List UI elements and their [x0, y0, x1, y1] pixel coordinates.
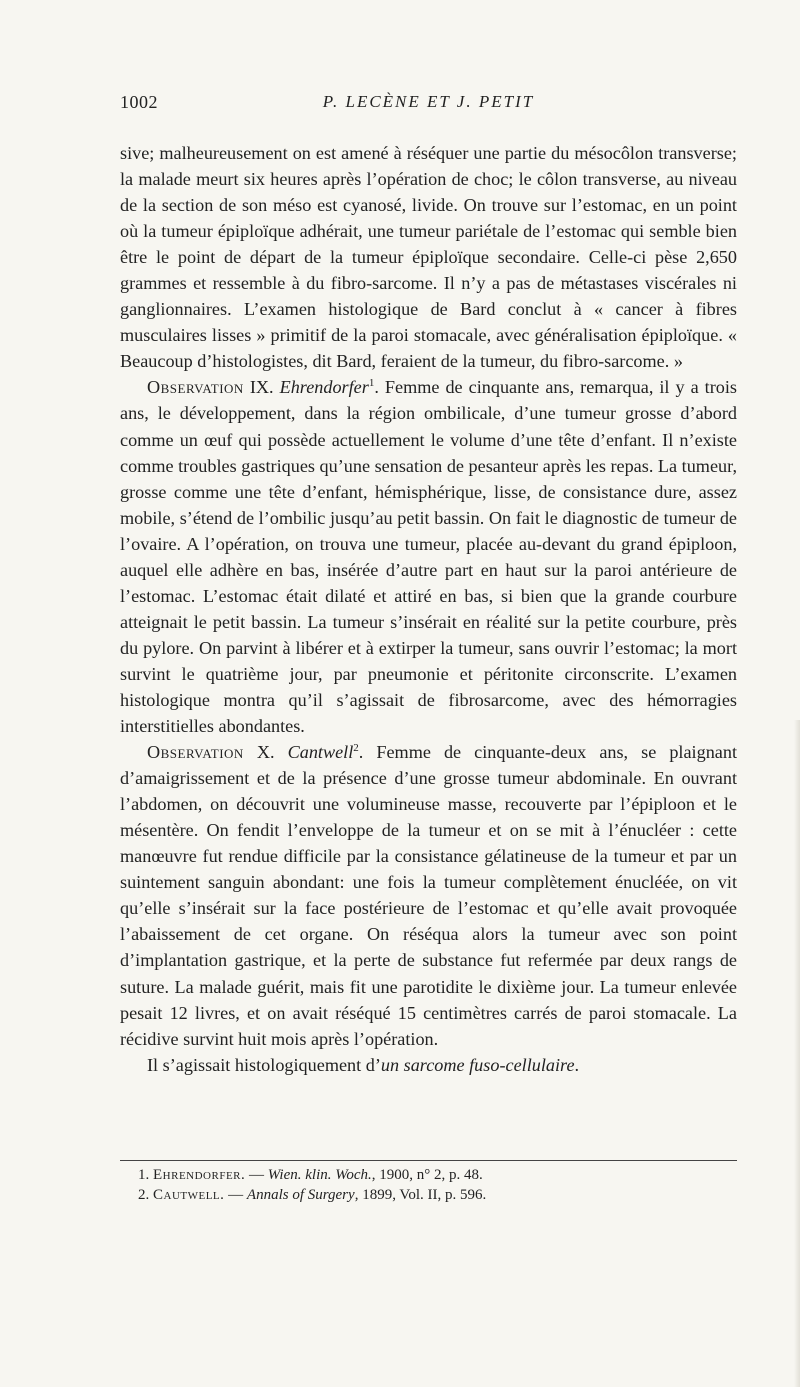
- italic-phrase: un sarcome fuso-cellulaire: [380, 1054, 575, 1075]
- footnote-details: , 1899, Vol. II, p. 596.: [354, 1187, 487, 1203]
- footnote-author: Cautwell.: [153, 1187, 225, 1203]
- observation-label: Observation: [147, 377, 244, 398]
- footnote-dash: —: [224, 1187, 247, 1203]
- observation-author: Ehrendorfer: [279, 377, 369, 398]
- footnotes: [138, 1165, 738, 1205]
- footnote-dash: —: [245, 1167, 268, 1183]
- page-edge-shadow: [794, 720, 800, 1387]
- footnote-1: [138, 1165, 738, 1185]
- observation-ix: [120, 374, 737, 739]
- page-header: [120, 92, 737, 116]
- footnote-details: , 1900, n° 2, p. 48.: [371, 1167, 483, 1183]
- running-title: P. LECÈNE ET J. PETIT: [322, 92, 535, 111]
- paragraph-text: .: [574, 1054, 580, 1075]
- footnote-rule: [120, 1160, 737, 1161]
- paragraph-text: . Femme de cinquante-deux ans, se plaignant d’amaigrissement et de la présence d’une grosse tumeur abdominale. En ouvrant l’abdomen, on découvrit une volumineuse masse, recouverte par l’épiploon et le mésentère. On fendit l’enveloppe de la tumeur et on se mit à l’énucléer : cette manœuvre fut rendue difficile par la consistance gélatineuse de la tumeur et par un suintement sanguin abondant: une fois la tumeur complètement énucléée, on vit qu’elle s’insérait sur la face postérieure de l’estomac et qu’elle avait provoquée l’abaissement de cet organe. On réséqua alors la tumeur avec son point d’implantation gastrique, et la perte de substance fut refermée par deux rangs de suture. La malade guérit, mais fit une parotidite le dixième jour. La tumeur enlevée pesait 12 livres, et on avait réséqué 15 centimètres carrés de paroi stomacale. La récidive survint huit mois après l’opération.: [120, 742, 738, 1049]
- observation-number: IX.: [249, 377, 274, 398]
- observation-x: [120, 739, 737, 1052]
- observation-number: X.: [256, 742, 275, 763]
- footnote-number: 1.: [138, 1167, 150, 1183]
- footnote-source: Wien. klin. Woch.: [267, 1167, 372, 1183]
- observation-label: Observation: [147, 742, 244, 763]
- paragraph-text: sive; malheureusement on est amené à réséquer une partie du mésocôlon transverse; la malade meurt six heures après l’opération de choc; le côlon transverse, au niveau de la section de son méso est cyanosé, livide. On trouve sur l’estomac, en un point où la tumeur épiploïque adhérait, une tumeur pariétale de l’estomac qui semble bien être le point de départ de la tumeur épiploïque secondaire. Celle-ci pèse 2,650 grammes et ressemble à du fibro-sarcome. Il n’y a pas de métastases viscérales ni ganglionnaires. L’examen histologique de Bard conclut à « cancer à fibres musculaires lisses » primitif de la paroi stomacale, avec généralisation épiploïque. « Beaucoup d’histologistes, dit Bard, feraient de la tumeur, du fibro-sarcome. »: [120, 143, 737, 372]
- footnote-ref: 2: [353, 742, 359, 755]
- observation-author: Cantwell: [287, 742, 354, 763]
- paragraph-continuation: [120, 140, 737, 374]
- body-text: [120, 140, 737, 1078]
- footnote-author: Ehrendorfer.: [153, 1167, 246, 1183]
- footnote-2: [138, 1185, 738, 1205]
- footnote-source: Annals of Surgery: [246, 1187, 355, 1203]
- paragraph-text: . Femme de cinquante ans, remarqua, il y a trois ans, le développement, dans la région ombilicale, d’une tumeur grosse d’abord comme un œuf qui possède actuellement le volume d’une tête d’enfant. Il n’existe comme troubles gastriques qu’une sensation de pesanteur après les repas. La tumeur, grosse comme une tête d’enfant, hémisphérique, lisse, de consistance dure, assez mobile, s’étend de l’ombilic jusqu’au petit bassin. On fait le diagnostic de tumeur de l’ovaire. A l’opération, on trouva une tumeur, placée au-devant du grand épiploon, auquel elle adhère en bas, insérée d’autre part en haut sur la paroi antérieure de l’estomac. L’estomac était dilaté et attiré en bas, si bien que la grande courbure atteignait le petit bassin. La tumeur s’insérait en réalité sur la petite courbure, près du pylore. On parvint à libérer et à extirper la tumeur, sans ouvrir l’estomac; la mort survint le quatrième jour, par pneumonie et péritonite circonscrite. L’examen histologique montra qu’il s’agissait de fibrosarcome, avec des hémorragies interstitielles abondantes.: [120, 377, 738, 737]
- footnote-number: 2.: [138, 1187, 150, 1203]
- paragraph-text: Il s’agissait histologiquement d’: [147, 1054, 381, 1075]
- page-number: 1002: [120, 92, 158, 112]
- conclusion-paragraph: [120, 1052, 737, 1078]
- footnote-ref: 1: [368, 377, 375, 390]
